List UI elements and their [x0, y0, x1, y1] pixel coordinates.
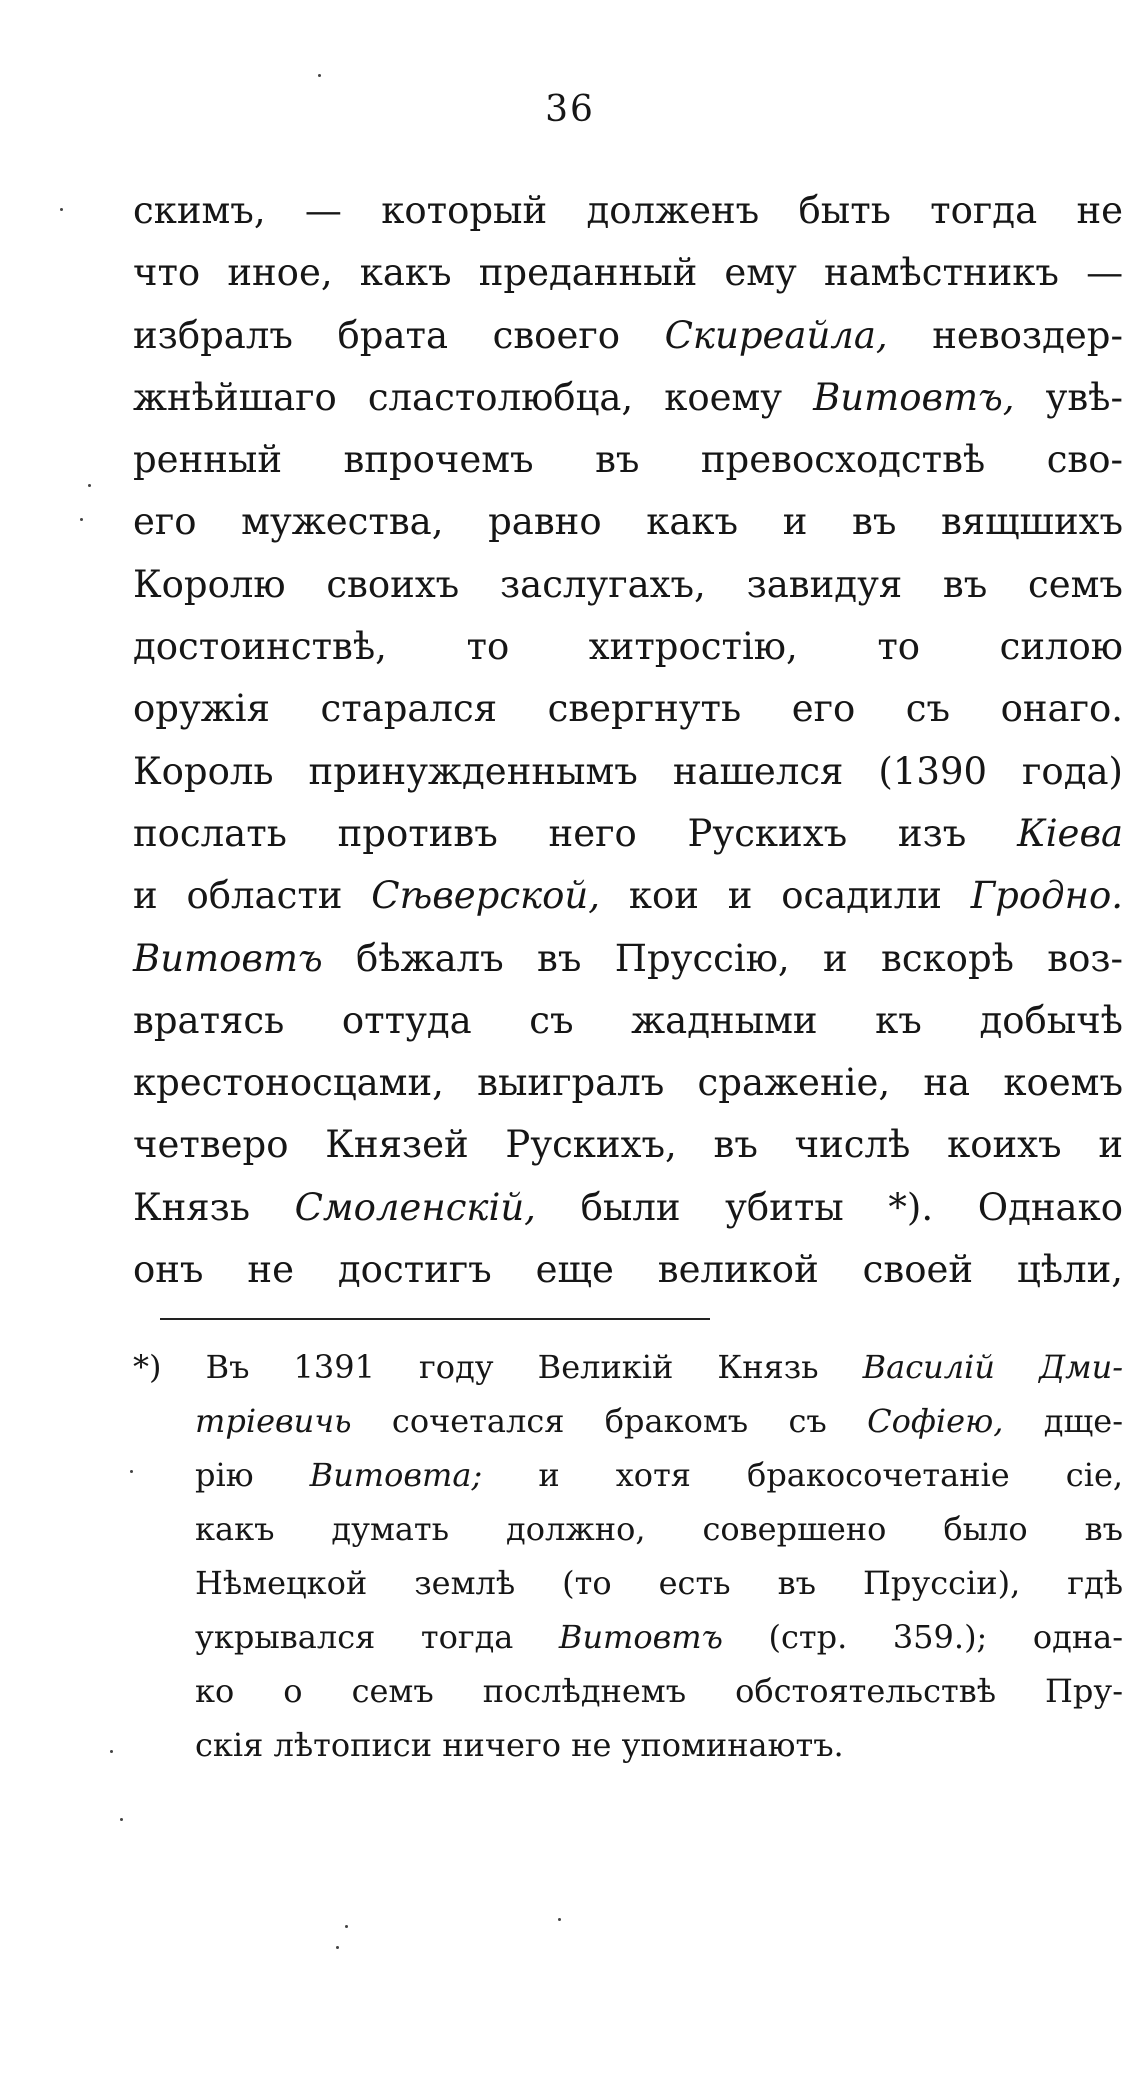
print-speck	[88, 484, 91, 487]
footnote-line: тріевичь сочетался бракомъ съ Софіею, дще-	[195, 1402, 1123, 1440]
footnote-line: *) Въ 1391 году Великій Князь Василій Дми-	[133, 1348, 1124, 1386]
print-speck	[130, 1470, 133, 1473]
footnote-line: скія лѣтописи ничего не упоминаютъ.	[195, 1726, 844, 1764]
text-line: и области Сѣверской, кои и осадили Гродно.	[133, 874, 1124, 918]
page-number: 36	[545, 89, 595, 130]
text-line: жнѣйшаго сластолюбца, коему Витовтъ, увѣ-	[133, 375, 1123, 419]
footnote	[133, 1340, 1123, 1772]
text-line: достоинствѣ, то хитростію, то силою	[133, 625, 1123, 669]
text-line: онъ не достигъ еще великой своей цѣли,	[133, 1248, 1124, 1292]
footnote-line: ко о семъ послѣднемъ обстоятельствѣ Пру-	[195, 1672, 1124, 1710]
text-line: Князь Смоленскій, были убиты *). Однако	[133, 1185, 1123, 1229]
text-line: Королю своихъ заслугахъ, завидуя въ семъ	[133, 562, 1123, 606]
footnote-line: укрывался тогда Витовтъ (стр. 359.); одна-	[195, 1618, 1124, 1656]
print-speck	[318, 74, 321, 77]
text-line: оружія старался свергнуть его съ онаго.	[133, 687, 1124, 731]
footnote-line: рію Витовта; и хотя бракосочетаніе сіе,	[195, 1456, 1124, 1494]
text-line: четверо Князей Рускихъ, въ числѣ коихъ и	[133, 1123, 1124, 1167]
footnote-line: какъ думать должно, совершено было въ	[195, 1510, 1124, 1548]
print-speck	[345, 1925, 348, 1928]
text-line: Витовтъ бѣжалъ въ Пруссію, и вскорѣ воз-	[133, 936, 1124, 980]
print-speck	[110, 1750, 113, 1753]
text-line: вратясь оттуда съ жадными къ добычѣ	[133, 998, 1123, 1042]
print-speck	[80, 518, 83, 521]
footnote-line: Нѣмецкой землѣ (то есть въ Пруссіи), гдѣ	[195, 1564, 1124, 1602]
print-speck	[60, 208, 63, 211]
text-line: ренный впрочемъ въ превосходствѣ сво-	[133, 438, 1124, 482]
text-line: его мужества, равно какъ и въ вящшихъ	[133, 500, 1124, 544]
print-speck	[336, 1946, 339, 1949]
print-speck	[558, 1918, 561, 1921]
text-line: Король принужденнымъ нашелся (1390 года)	[133, 749, 1123, 793]
footnote-divider	[160, 1318, 710, 1320]
text-line: что иное, какъ преданный ему намѣстникъ —	[133, 251, 1124, 295]
text-line: скимъ, — который долженъ быть тогда не	[133, 189, 1124, 232]
text-line: послать противъ него Рускихъ изъ Кіева	[133, 811, 1124, 855]
print-speck	[120, 1818, 123, 1821]
text-line: крестоносцами, выигралъ сраженіе, на коемъ	[133, 1061, 1123, 1105]
text-line: избралъ брата своего Скиреайла, невоздер-	[133, 313, 1123, 357]
main-text	[133, 180, 1123, 1301]
